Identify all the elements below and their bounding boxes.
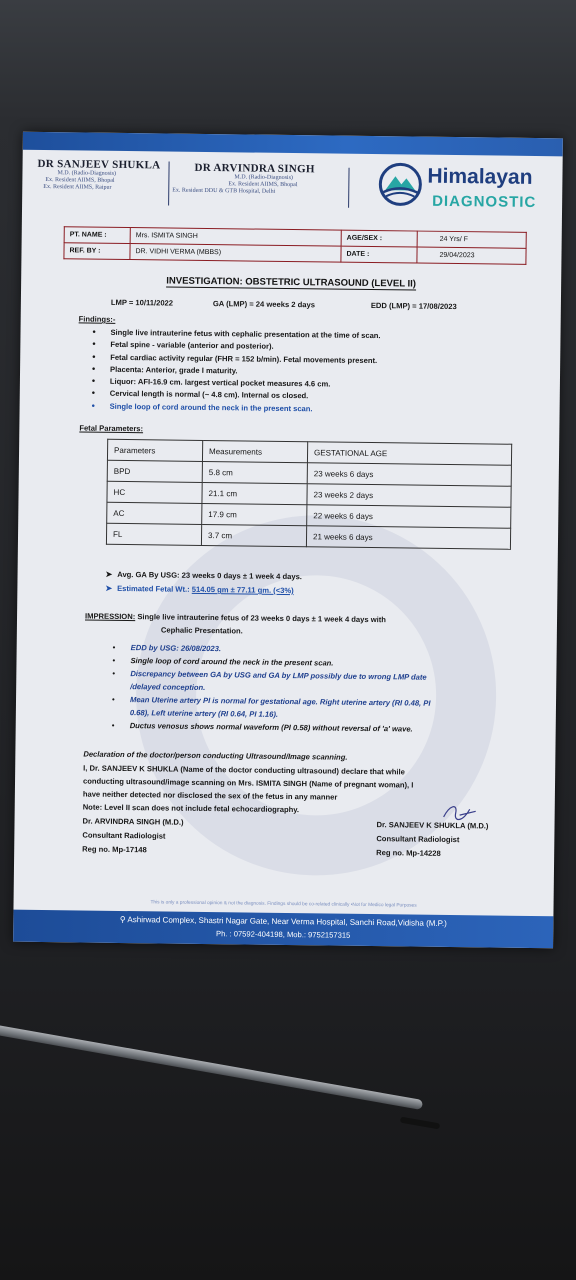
efw-value: 514.05 gm ± 77.11 gm. (<3%) [191,584,294,596]
doctor-right-line: Ex. Resident AIIMS, Bhopal [228,181,298,189]
report-date: 29/04/2023 [417,247,526,264]
finding-item: • Fetal spine - variable (anterior and posterior). [92,340,380,356]
date-label: DATE : [341,246,417,263]
declaration-line: conducting ultrasound/image scanning on Mrs. ISMITA SINGH (Name of pregnant woman), I [82,776,414,790]
age-label: AGE/SEX : [341,230,417,247]
impression-text: Single live intrauterine fetus of 23 weeks 0 days ± 1 week 4 days with [137,612,386,625]
table-header: Measurements [202,440,307,462]
fetal-parameters-table [106,439,512,550]
table-cell: 21 weeks 6 days [306,526,510,549]
declaration-heading: Declaration of the doctor/person conducting Ultrasound/Image scanning. [83,749,348,762]
doctor-right-line: Ex. Resident DDU & GTB Hospital, Delhi [172,187,276,195]
table-cell: BPD [107,460,202,482]
impression-item: • EDD by USG: 26/08/2023. [113,641,432,658]
doctor-left-line: M.D. (Radio-Diagnosis) [57,170,116,177]
declaration-line: have neither detected nor disclosed the sex of the fetus in any manner [82,789,338,802]
avg-ga-row [106,570,302,581]
findings-label: Findings:- [78,314,116,324]
finding-item: • Fetal cardiac activity regular (FHR = 152 b/min). Fetal movements present. [92,352,380,368]
finding-item: • Placenta: Anterior, grade I maturity. [92,364,380,380]
footer-disclaimer: This is only a professional opinion & not the diagnosis. Findings should be co-related clinically •Not for Medico legal Purposes [150,900,417,909]
finding-item: • Liquor: AFI-16.9 cm. largest vertical pocket measures 4.6 cm. [92,377,380,393]
sign-right-role: Consultant Radiologist [376,834,460,845]
name-label: PT. NAME : [64,227,130,244]
footer [13,900,553,949]
divider [168,162,170,206]
impression-item: • Mean Uterine artery PI is normal for gestational age. Right uterine artery (RI 0.48, PI [112,693,431,710]
sign-left-name: Dr. ARVINDRA SINGH (M.D.) [82,816,184,827]
impression-list [112,641,432,736]
report-paper [13,132,563,949]
table-cell: 3.7 cm [201,524,306,546]
patient-name: Mrs. ISMITA SINGH [130,228,341,247]
patient-age: 24 Yrs/ F [417,231,526,248]
impression-item-cont: 0.68), Left uterine artery (RI 0.64, PI 1.16). [129,708,279,719]
impression-item: • Discrepancy between GA by USG and GA by LMP possibly due to wrong LMP date [112,667,431,684]
report-title [21,274,561,292]
top-band [23,132,563,157]
doctor-right [172,162,347,197]
lmp-value: LMP = 10/11/2022 [110,297,174,308]
impression-item: • Ductus venosus shows normal waveform (PI 0.58) without reversal of 'a' wave. [112,719,431,736]
table-header: GESTATIONAL AGE [307,442,511,465]
doctor-left-line: Ex. Resident AIIMS, Raipur [43,183,112,191]
table-cell: AC [107,502,202,524]
sign-left-reg: Reg no. Mp-17148 [82,844,147,855]
pen [0,1022,423,1110]
table-cell: 23 weeks 6 days [307,463,511,486]
arrow-icon: ➤ [105,569,113,579]
footer-address-text: Ashirwad Complex, Shastri Nagar Gate, Near Verma Hospital, Sanchi Road,Vidisha (M.P.) [127,915,447,928]
fetal-parameters-label: Fetal Parameters: [79,423,144,434]
impression-item-cont: /delayed conception. [130,682,206,693]
brand-subtitle: DIAGNOSTIC [432,192,537,212]
avg-ga-value: Avg. GA By USG: 23 weeks 0 days ± 1 week 4 days. [117,569,302,582]
pen-tip [400,1117,440,1130]
impression-label: IMPRESSION: [85,611,136,622]
arrow-icon: ➤ [105,583,113,593]
footer-phone: Ph. : 07592-404198, Mob.: 9752157315 [215,929,351,940]
ref-label: REF. BY : [64,243,130,260]
finding-item: • Single live intrauterine fetus with cephalic presentation at the time of scan. [92,328,380,344]
table-cell: 22 weeks 6 days [307,505,511,528]
doctor-right-line: M.D. (Radio-Diagnosis) [234,174,293,182]
sign-right-name: Dr. SANJEEV K SHUKLA (M.D.) [376,820,489,831]
sign-left-role: Consultant Radiologist [82,830,166,841]
efw-label: Estimated Fetal Wt.: [117,583,190,594]
table-cell: 23 weeks 2 days [307,484,511,507]
location-pin-icon: ⚲ [119,914,126,925]
sign-right-reg: Reg no. Mp-14228 [376,848,441,858]
declaration-note: Note: Level II scan does not include fetal echocardiography. [82,802,300,815]
referring-doctor: DR. VIDHI VERMA (MBBS) [130,244,341,263]
table-cell: HC [107,481,202,503]
table-cell: FL [106,523,201,545]
doctor-left [37,158,162,193]
brand-name: Himalayan [427,164,533,189]
findings-list [92,328,381,418]
edd-lmp-value: EDD (LMP) = 17/08/2023 [370,300,457,312]
impression-text-2: Cephalic Presentation. [160,625,243,636]
divider [348,168,349,208]
patient-info-table [63,226,526,265]
table-cell: 21.1 cm [202,482,307,504]
doctor-left-name: DR SANJEEV SHUKLA [37,157,161,172]
himalayan-logo-icon [377,162,424,207]
declaration-line: I, Dr. SANJEEV K SHUKLA (Name of the doctor conducting ultrasound) declare that while [83,763,405,777]
doctor-left-line: Ex. Resident AIIMS, Bhopal [45,177,115,184]
impression-item: • Single loop of cord around the neck in the present scan. [112,654,431,671]
efw-row [105,584,293,595]
doctor-right-name: DR ARVINDRA SINGH [194,161,315,176]
table-cell: 17.9 cm [202,503,307,525]
finding-item: • Cervical length is normal (~ 4.8 cm). Internal os closed. [92,389,380,405]
table-header: Parameters [107,439,202,461]
ga-lmp-value: GA (LMP) = 24 weeks 2 days [212,299,316,310]
report-title-text: INVESTIGATION: OBSTETRIC ULTRASOUND (LEVEL II) [166,275,417,290]
table-cell: 5.8 cm [202,461,307,483]
table-row [106,523,510,549]
finding-item: • Single loop of cord around the neck in the present scan. [92,401,380,417]
